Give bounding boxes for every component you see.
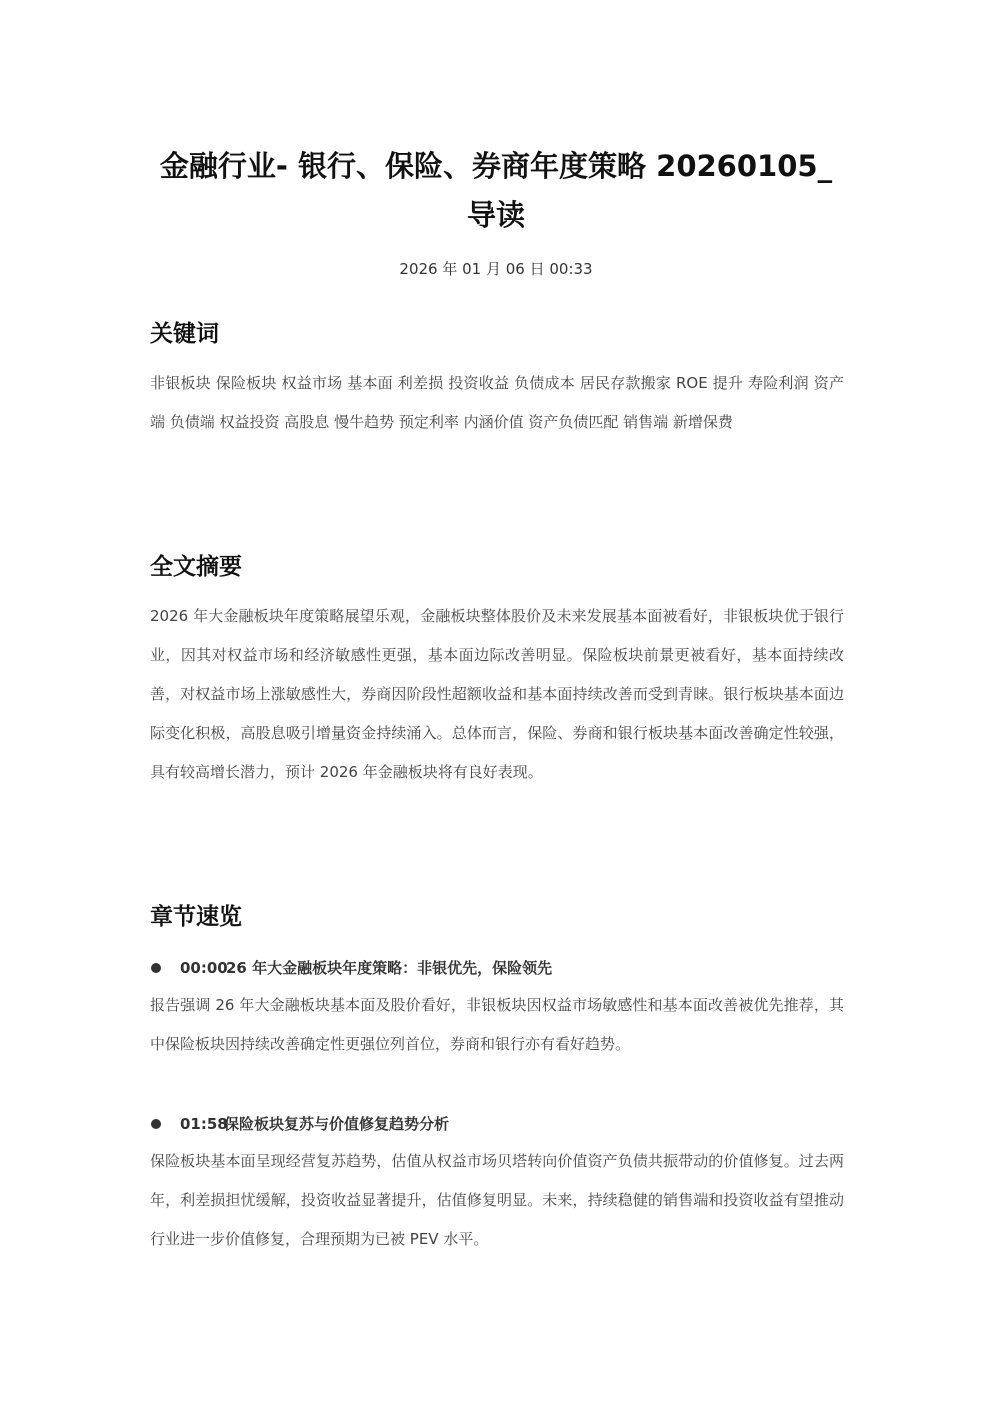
chapter-item-header bbox=[150, 955, 844, 981]
summary-heading: 全文摘要 bbox=[150, 554, 242, 580]
chapters-heading: 章节速览 bbox=[150, 904, 242, 930]
chapter-timestamp: 01:58 bbox=[180, 1115, 228, 1133]
summary-text: 2026 年大金融板块年度策略展望乐观，金融板块整体股价及未来发展基本面被看好，非银板块优于银行业，因其对权益市场和经济敏感性更强，基本面边际改善明显。保险板块前景更被看好，基本面持续改善，对权益市场上涨敏感性大，券商因阶段性超额收益和基本面持续改善而受到青睐。银行板块基本面边际变化积极，高股息吸引增量资金持续涌入。总体而言，保险、券商和银行板块基本面改善确定性较强，具有较高增长潜力，预计 2026 年金融板块将有良好表现。 bbox=[150, 607, 844, 781]
chapter-timestamp: 00:00 bbox=[180, 959, 228, 977]
chapter-title: 保险板块复苏与价值修复趋势分析 bbox=[224, 1115, 450, 1133]
bullet-icon bbox=[151, 1119, 161, 1129]
document-date: 2026 年 01 月 06 日 00:33 bbox=[399, 260, 593, 278]
chapter-item-header bbox=[150, 1111, 844, 1137]
document-title: 金融行业- 银行、保险、券商年度策略 20260105_导读 bbox=[159, 149, 833, 232]
keywords-heading: 关键词 bbox=[150, 321, 219, 347]
chapter-text: 报告强调 26 年大金融板块基本面及股价看好，非银板块因权益市场敏感性和基本面改善被优先推荐，其中保险板块因持续改善确定性更强位列首位，券商和银行亦有看好趋势。 bbox=[150, 996, 844, 1053]
bullet-icon bbox=[151, 963, 161, 973]
chapter-title: 26 年大金融板块年度策略：非银优先，保险领先 bbox=[226, 959, 553, 977]
keywords-text: 非银板块 保险板块 权益市场 基本面 利差损 投资收益 负债成本 居民存款搬家 ROE 提升 寿险利润 资产端 负债端 权益投资 高股息 慢牛趋势 预定利率 内涵价值 资产负债匹配 销售端 新增保费 bbox=[150, 374, 844, 431]
chapter-text: 保险板块基本面呈现经营复苏趋势，估值从权益市场贝塔转向价值资产负债共振带动的价值修复。过去两年，利差损担忧缓解，投资收益显著提升，估值修复明显。未来，持续稳健的销售端和投资收益有望推动行业进一步价值修复，合理预期为已被 PEV 水平。 bbox=[150, 1152, 844, 1248]
